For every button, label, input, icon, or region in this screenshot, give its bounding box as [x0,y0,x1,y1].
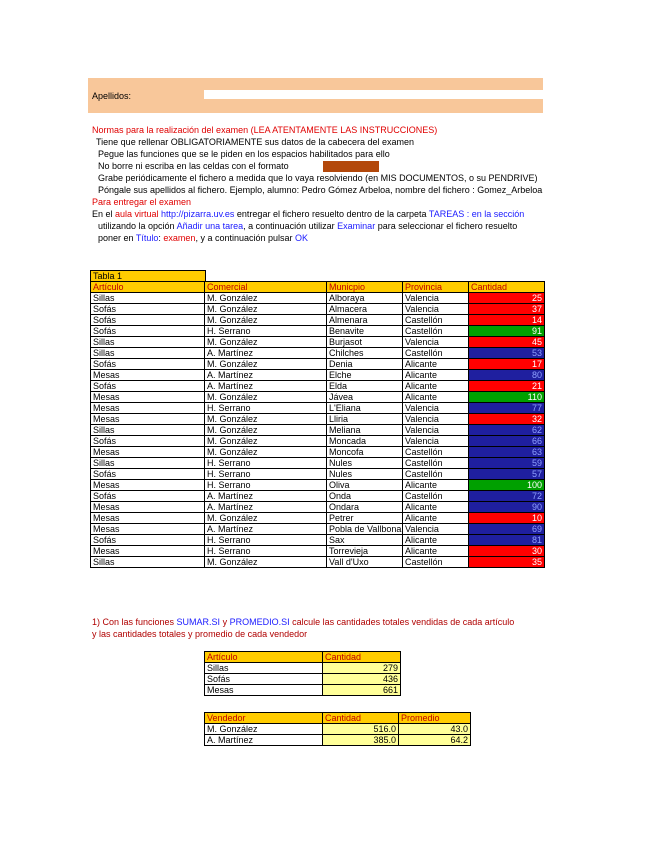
comercial-cell[interactable]: A. Martínez [205,348,327,359]
rule-line-2: Pegue las funciones que se le piden en los espacios habilitados para ello [98,149,390,159]
provincia-cell[interactable]: Castellón [403,458,469,469]
articulo-cell[interactable]: Mesas [91,502,205,513]
anadir-tarea-link[interactable]: Añadir una tarea [176,221,244,231]
municipio-cell[interactable]: Nules [327,469,403,480]
articulo-cell[interactable]: Sillas [91,557,205,568]
articulo-cell[interactable]: Mesas [91,546,205,557]
rule-line-3: No borre ni escriba en las celdas con el formato [98,161,289,171]
municipio-cell[interactable]: Sax [327,535,403,546]
municipio-cell[interactable]: Chilches [327,348,403,359]
table-row [91,381,545,392]
comercial-cell[interactable]: H. Serrano [205,480,327,491]
provincia-cell[interactable]: Castellón [403,491,469,502]
municipio-cell[interactable]: Jávea [327,392,403,403]
delivery-text: En el [92,209,116,219]
comercial-cell[interactable]: M. González [205,315,327,326]
delivery-text: , y a continuación pulsar [195,233,295,243]
provincia-cell[interactable]: Castellón [403,348,469,359]
column-header: Provincia [403,282,469,293]
comercial-cell[interactable]: M. González [205,293,327,304]
municipio-cell[interactable]: Ondara [327,502,403,513]
municipio-cell[interactable]: Pobla de Vallbona [327,524,403,535]
column-header: Comercial [205,282,327,293]
table-row [91,513,545,524]
rule-line-1: Tiene que rellenar OBLIGATORIAMENTE sus datos de la cabecera del examen [96,137,414,147]
articulo-cell[interactable]: Sofás [91,469,205,480]
cantidad-cell[interactable]: 91 [469,326,545,337]
table-row [91,491,545,502]
articulo-cell[interactable]: Sofás [91,381,205,392]
table-row [91,337,545,348]
provincia-cell[interactable]: Alicante [403,513,469,524]
table-row [91,557,545,568]
table-row [91,447,545,458]
column-header: Promedio [399,713,471,724]
articulo-cell[interactable]: Sofás [91,491,205,502]
apellidos-label: Apellidos: [92,91,132,101]
cantidad-cell[interactable]: 110 [469,392,545,403]
provincia-cell[interactable]: Valencia [403,293,469,304]
provincia-cell[interactable]: Castellón [403,326,469,337]
header-band-bottom [88,101,543,113]
articulo-cell[interactable]: Mesas [91,370,205,381]
municipio-cell[interactable]: Meliana [327,425,403,436]
municipio-cell[interactable]: Almenara [327,315,403,326]
column-header: Vendedor [205,713,323,724]
provincia-cell[interactable]: Valencia [403,337,469,348]
data-table [90,281,545,568]
articulo-cell[interactable]: Sillas [91,293,205,304]
municipio-cell[interactable]: Petrer [327,513,403,524]
articulo-cell[interactable]: Sofás [91,436,205,447]
comercial-cell[interactable]: A. Martínez [205,370,327,381]
table-row [91,315,545,326]
question-1-line-2: y las cantidades totales y promedio de cada vendedor [92,629,308,639]
tareas-link[interactable]: TAREAS : en la sección [428,209,525,219]
municipio-cell[interactable]: Elche [327,370,403,381]
ok-label: OK [295,233,309,243]
provincia-cell[interactable]: Castellón [403,315,469,326]
articulo-cell[interactable]: Sofás [91,304,205,315]
column-header: Artículo [91,282,205,293]
cantidad-cell[interactable]: 21 [469,381,545,392]
table-row [91,436,545,447]
cantidad-cell[interactable]: 32 [469,414,545,425]
provincia-cell[interactable]: Valencia [403,304,469,315]
table-row [91,535,545,546]
column-header: Cantidad [323,713,399,724]
articulo-cell[interactable]: Mesas [91,403,205,414]
cantidad-cell[interactable]: 66 [469,436,545,447]
table-row [91,348,545,359]
question-text: 1) Con las funciones [92,617,177,627]
delivery-text: poner en [98,233,136,243]
municipio-cell[interactable]: Burjasot [327,337,403,348]
delivery-text: entregar el fichero resuelto dentro de la carpeta [234,209,429,219]
comercial-cell[interactable]: M. González [205,304,327,315]
protected-format-swatch [323,161,379,172]
column-header: Artículo [205,652,323,663]
provincia-cell[interactable]: Alicante [403,535,469,546]
cantidad-cell[interactable]: 17 [469,359,545,370]
rule-line-5: Póngale sus apellidos al fichero. Ejemplo, alumno: Pedro Gómez Arbeloa, nombre del fichero : Gomez_Arbeloa [98,185,543,195]
table-row [91,293,545,304]
cantidad-cell[interactable]: 10 [469,513,545,524]
delivery-text: : [158,233,164,243]
provincia-cell[interactable]: Alicante [403,502,469,513]
articulo-cell[interactable]: Mesas [91,513,205,524]
comercial-cell[interactable]: M. González [205,425,327,436]
municipio-cell[interactable]: Elda [327,381,403,392]
pizarra-url-link[interactable]: http://pizarra.uv.es [158,209,235,219]
municipio-cell[interactable]: Moncofa [327,447,403,458]
table-row [91,359,545,370]
comercial-cell[interactable]: A. Martínez [205,491,327,502]
cantidad-total-cell[interactable]: 385.0 [323,735,399,746]
comercial-cell[interactable]: M. González [205,557,327,568]
delivery-line-1 [92,209,547,220]
comercial-cell[interactable]: A. Martínez [205,381,327,392]
table-row [91,469,545,480]
delivery-line-3 [98,233,553,244]
cantidad-cell[interactable]: 53 [469,348,545,359]
cantidad-cell[interactable]: 57 [469,469,545,480]
cantidad-cell[interactable]: 69 [469,524,545,535]
cantidad-cell[interactable]: 45 [469,337,545,348]
comercial-cell[interactable]: M. González [205,337,327,348]
provincia-cell[interactable]: Alicante [403,546,469,557]
provincia-cell[interactable]: Castellón [403,469,469,480]
sumar-si-function: SUMAR.SI [176,617,221,627]
summary-row [205,685,401,696]
comercial-cell[interactable]: H. Serrano [205,458,327,469]
summary-header-row [205,652,401,663]
municipio-cell[interactable]: Vall d'Uxo [327,557,403,568]
table-row [91,425,545,436]
municipio-cell[interactable]: Almacera [327,304,403,315]
cantidad-cell[interactable]: 90 [469,502,545,513]
summary-vendedor-table [204,712,471,746]
comercial-cell[interactable]: M. González [205,359,327,370]
cantidad-total-cell[interactable]: 279 [323,663,401,674]
articulo-cell[interactable]: Mesas [205,685,323,696]
provincia-cell[interactable]: Alicante [403,381,469,392]
cantidad-cell[interactable]: 62 [469,425,545,436]
examinar-link[interactable]: Examinar [337,221,376,231]
articulo-cell[interactable]: Sillas [91,458,205,469]
articulo-cell[interactable]: Mesas [91,414,205,425]
articulo-cell[interactable]: Sillas [205,663,323,674]
delivery-text: para seleccionar el fichero resuelto [375,221,518,231]
municipio-cell[interactable]: Torrevieja [327,546,403,557]
articulo-cell[interactable]: Mesas [91,392,205,403]
comercial-cell[interactable]: H. Serrano [205,535,327,546]
cantidad-cell[interactable]: 25 [469,293,545,304]
examen-label: examen [163,233,196,243]
comercial-cell[interactable]: A. Martínez [205,524,327,535]
promedio-si-function: PROMEDIO.SI [229,617,290,627]
provincia-cell[interactable]: Alicante [403,370,469,381]
provincia-cell[interactable]: Valencia [403,524,469,535]
articulo-cell[interactable]: Sofás [91,359,205,370]
table-row [91,458,545,469]
provincia-cell[interactable]: Valencia [403,414,469,425]
table-row [91,414,545,425]
municipio-cell[interactable]: Onda [327,491,403,502]
table-row [91,304,545,315]
cantidad-total-cell[interactable]: 516.0 [323,724,399,735]
articulo-cell[interactable]: Sofás [205,674,323,685]
comercial-cell[interactable]: H. Serrano [205,403,327,414]
municipio-cell[interactable]: Alboraya [327,293,403,304]
municipio-cell[interactable]: Denia [327,359,403,370]
articulo-cell[interactable]: Sillas [91,348,205,359]
cantidad-cell[interactable]: 77 [469,403,545,414]
articulo-cell[interactable]: Sillas [91,425,205,436]
cantidad-cell[interactable]: 59 [469,458,545,469]
comercial-cell[interactable]: M. González [205,392,327,403]
column-header: Cantidad [323,652,401,663]
cantidad-cell[interactable]: 37 [469,304,545,315]
articulo-cell[interactable]: Mesas [91,524,205,535]
summary-header-row [205,713,471,724]
cantidad-cell[interactable]: 72 [469,491,545,502]
comercial-cell[interactable]: M. González [205,513,327,524]
cantidad-cell[interactable]: 63 [469,447,545,458]
articulo-cell[interactable]: Sofás [91,326,205,337]
promedio-cell[interactable]: 64.2 [399,735,471,746]
question-text: calcule las cantidades totales vendidas de cada artículo [289,617,515,627]
articulo-cell[interactable]: Mesas [91,447,205,458]
provincia-cell[interactable]: Alicante [403,359,469,370]
promedio-cell[interactable]: 43.0 [399,724,471,735]
table-row [91,392,545,403]
delivery-text: utilizando la opción [98,221,177,231]
comercial-cell[interactable]: M. González [205,436,327,447]
cantidad-cell[interactable]: 100 [469,480,545,491]
summary-row [205,663,401,674]
cantidad-cell[interactable]: 35 [469,557,545,568]
cantidad-cell[interactable]: 14 [469,315,545,326]
cantidad-total-cell[interactable]: 436 [323,674,401,685]
articulo-cell[interactable]: Mesas [91,480,205,491]
provincia-cell[interactable]: Castellón [403,447,469,458]
comercial-cell[interactable]: A. Martínez [205,502,327,513]
provincia-cell[interactable]: Castellón [403,557,469,568]
table-row [91,524,545,535]
table-row [91,370,545,381]
cantidad-cell[interactable]: 30 [469,546,545,557]
delivery-text: , a continuación utilizar [243,221,338,231]
vendedor-cell[interactable]: M. González [205,724,323,735]
delivery-line-2 [98,221,553,232]
table-header-row [91,282,545,293]
cantidad-total-cell[interactable]: 661 [323,685,401,696]
table-row [91,403,545,414]
provincia-cell[interactable]: Alicante [403,392,469,403]
table-row [91,480,545,491]
titulo-label: Título [135,233,159,243]
aula-virtual-link[interactable]: aula virtual [115,209,159,219]
cantidad-cell[interactable]: 80 [469,370,545,381]
table-row [91,326,545,337]
articulo-cell[interactable]: Sofás [91,535,205,546]
table1-title: Tabla 1 [90,270,206,282]
summary-row [205,674,401,685]
municipio-cell[interactable]: L'Eliana [327,403,403,414]
comercial-cell[interactable]: M. González [205,447,327,458]
municipio-cell[interactable]: Oliva [327,480,403,491]
comercial-cell[interactable]: H. Serrano [205,326,327,337]
provincia-cell[interactable]: Valencia [403,403,469,414]
rule-line-4: Grabe periódicamente el fichero a medida que lo vaya resolviendo (en MIS DOCUMENTOS, o su PENDRIVE) [98,173,538,183]
question-text: y [220,617,230,627]
comercial-cell[interactable]: H. Serrano [205,469,327,480]
articulo-cell[interactable]: Sillas [91,337,205,348]
municipio-cell[interactable]: Lliria [327,414,403,425]
summary-articulo-table [204,651,401,696]
provincia-cell[interactable]: Valencia [403,436,469,447]
delivery-title: Para entregar el examen [92,197,192,207]
table-row [91,546,545,557]
question-1-line-1 [92,617,547,628]
municipio-cell[interactable]: Benavite [327,326,403,337]
rules-title: Normas para la realización del examen (LEA ATENTAMENTE LAS INSTRUCCIONES) [92,125,438,135]
column-header: Cantidad [469,282,545,293]
provincia-cell[interactable]: Valencia [403,425,469,436]
vendedor-cell[interactable]: A. Martínez [205,735,323,746]
municipio-cell[interactable]: Nules [327,458,403,469]
column-header: Municpio [327,282,403,293]
cantidad-cell[interactable]: 81 [469,535,545,546]
municipio-cell[interactable]: Moncada [327,436,403,447]
table-row [91,502,545,513]
apellidos-input[interactable] [204,90,544,99]
articulo-cell[interactable]: Sofás [91,315,205,326]
summary-row [205,724,471,735]
comercial-cell[interactable]: H. Serrano [205,546,327,557]
provincia-cell[interactable]: Alicante [403,480,469,491]
summary-row [205,735,471,746]
comercial-cell[interactable]: M. González [205,414,327,425]
